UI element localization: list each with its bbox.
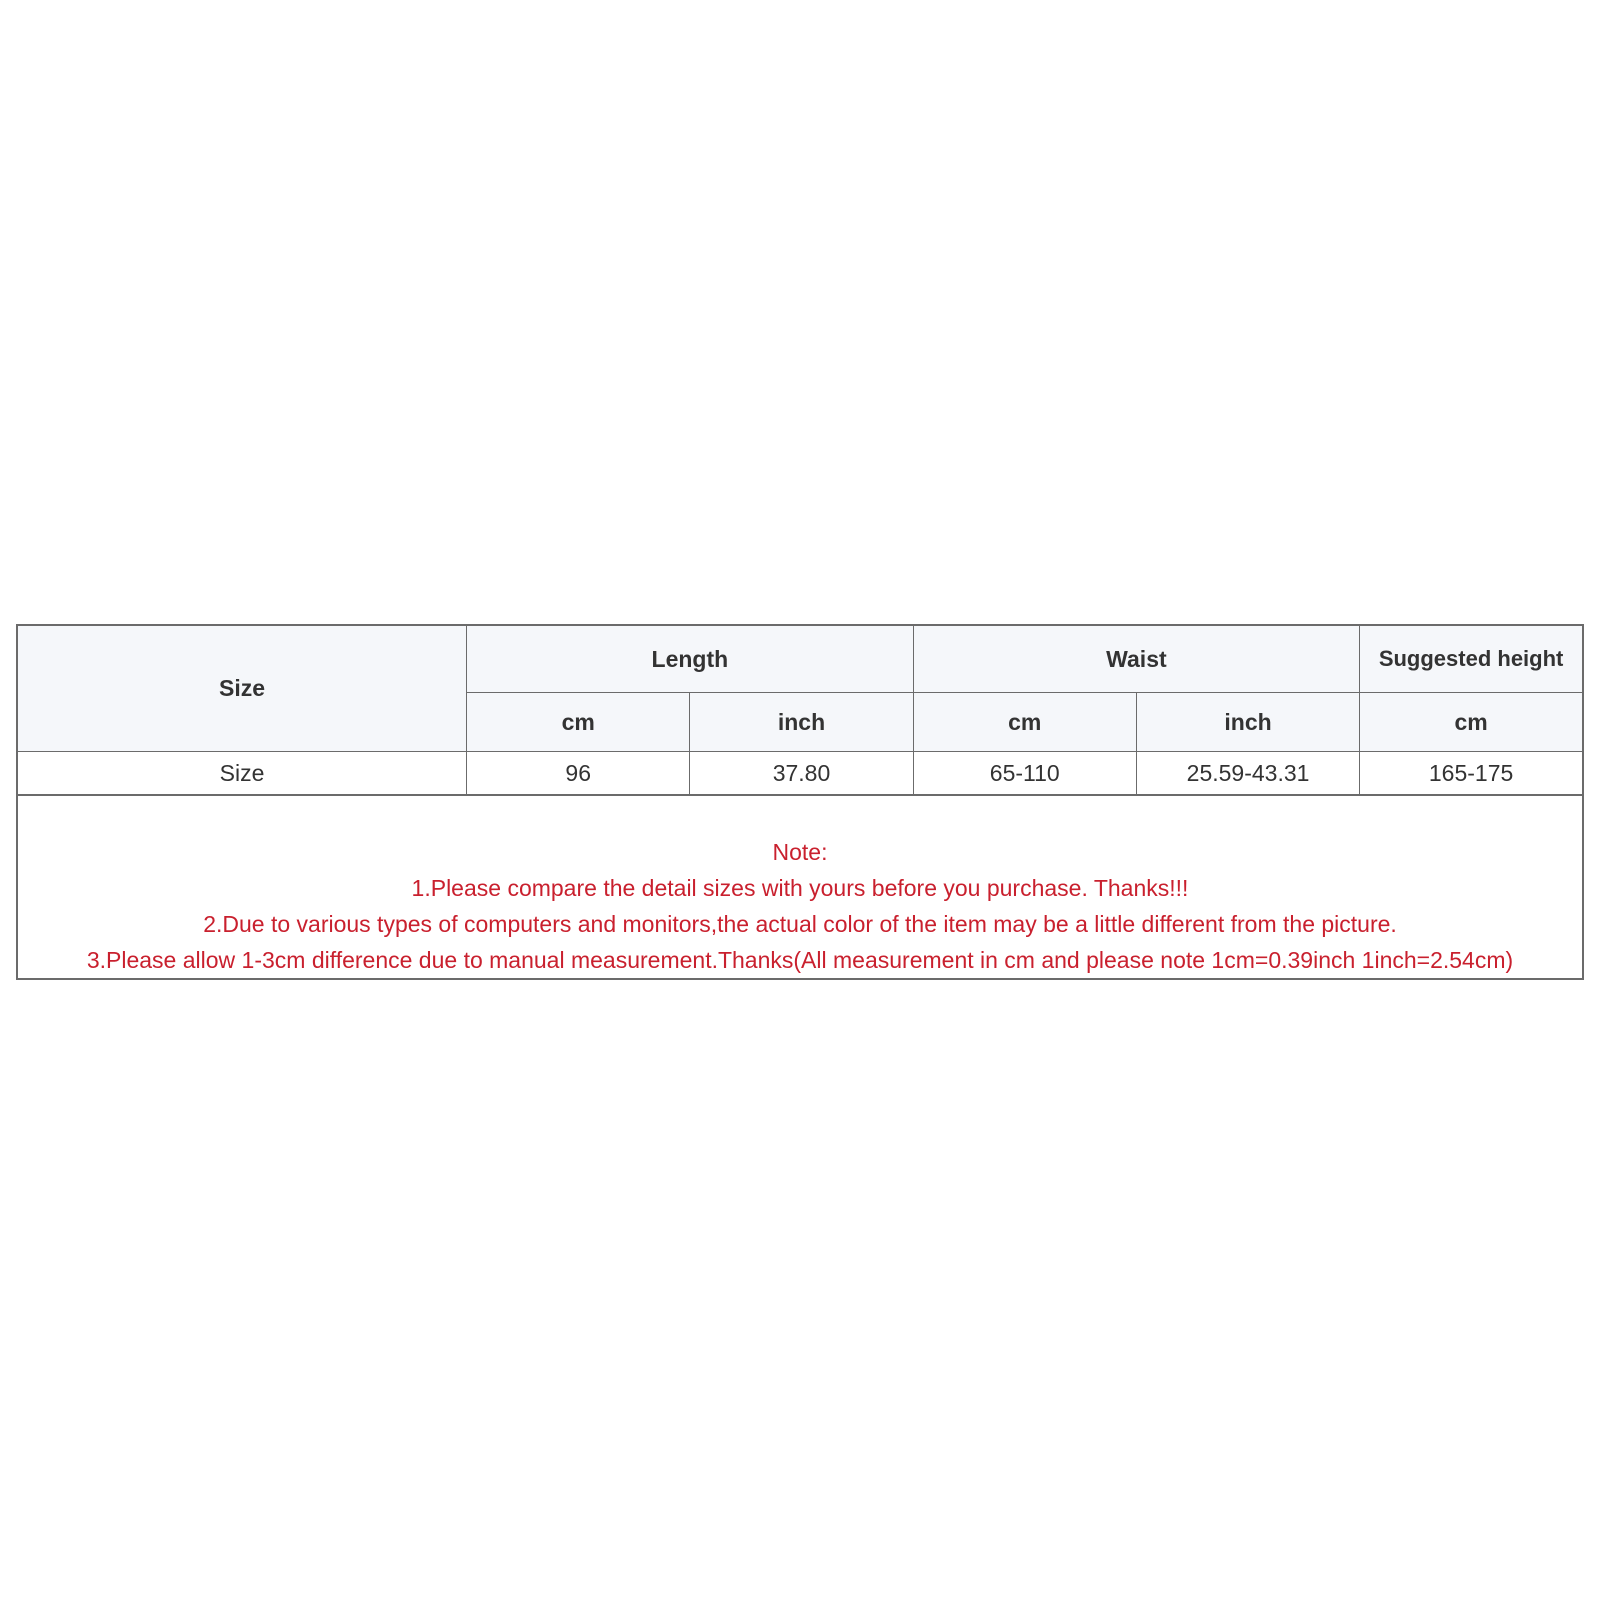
cell-size: Size bbox=[17, 752, 467, 796]
note-cell bbox=[17, 795, 1583, 979]
header-unit-length-inch: inch bbox=[690, 693, 913, 752]
table-row bbox=[17, 752, 1583, 796]
note-title: Note: bbox=[772, 839, 828, 865]
cell-waist-inch: 25.59-43.31 bbox=[1136, 752, 1359, 796]
note-line-2: 2.Due to various types of computers and monitors,the actual color of the item may be a little different from the picture. bbox=[203, 911, 1397, 937]
note-line-3: 3.Please allow 1-3cm difference due to manual measurement.Thanks(All measurement in cm and please note 1cm=0.39inch 1inch=2.54cm) bbox=[86, 947, 1514, 973]
note-row bbox=[17, 795, 1583, 979]
note-line-1: 1.Please compare the detail sizes with yours before you purchase. Thanks!!! bbox=[411, 875, 1189, 901]
table-body bbox=[17, 752, 1583, 980]
cell-height-cm: 165-175 bbox=[1360, 752, 1583, 796]
header-unit-waist-inch: inch bbox=[1136, 693, 1359, 752]
header-group-row bbox=[17, 625, 1583, 693]
header-unit-height-cm: cm bbox=[1360, 693, 1583, 752]
header-waist: Waist bbox=[913, 625, 1360, 693]
cell-waist-cm: 65-110 bbox=[913, 752, 1136, 796]
size-chart-table bbox=[16, 624, 1584, 980]
cell-length-cm: 96 bbox=[467, 752, 690, 796]
header-unit-waist-cm: cm bbox=[913, 693, 1136, 752]
header-unit-length-cm: cm bbox=[467, 693, 690, 752]
cell-length-inch: 37.80 bbox=[690, 752, 913, 796]
header-length: Length bbox=[467, 625, 914, 693]
header-size: Size bbox=[17, 625, 467, 752]
header-suggested-height: Suggested height bbox=[1360, 625, 1583, 693]
table-header bbox=[17, 625, 1583, 752]
